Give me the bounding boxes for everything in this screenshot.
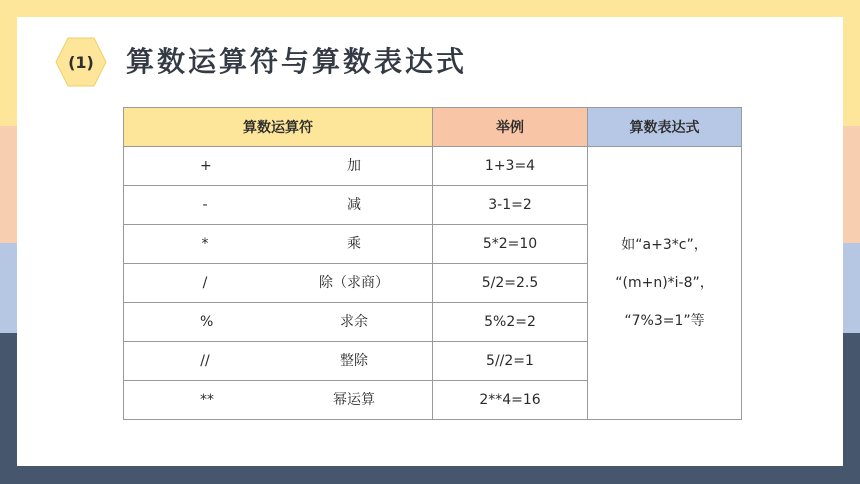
operator-cell: [124, 342, 433, 381]
operator-name: 整除: [340, 353, 368, 369]
expression-line: “7%3=1”等: [624, 313, 705, 329]
section-number-hexagon: [55, 37, 107, 87]
operator-symbol: *: [201, 236, 209, 252]
operator-symbol: **: [200, 392, 214, 408]
operator-name: 幂运算: [333, 392, 375, 408]
example-cell: 5/2=2.5: [433, 264, 588, 303]
operator-name: 求余: [340, 314, 368, 330]
operator-cell: [124, 186, 433, 225]
operator-symbol: -: [202, 197, 208, 213]
operator-name: 减: [347, 197, 361, 213]
header-example: 举例: [433, 108, 588, 147]
operator-cell: [124, 147, 433, 186]
example-cell: 5//2=1: [433, 342, 588, 381]
expression-line: “(m+n)*i-8”，: [615, 275, 714, 291]
example-cell: 5%2=2: [433, 303, 588, 342]
operator-cell: [124, 381, 433, 420]
operator-table: [123, 107, 742, 420]
operator-name: 乘: [347, 236, 361, 252]
expression-cell: [588, 147, 742, 420]
header-operator: 算数运算符: [124, 108, 433, 147]
table-header-row: [124, 108, 742, 147]
expression-line: 如“a+3*c”，: [621, 237, 708, 253]
operator-cell: [124, 225, 433, 264]
page-title: 算数运算符与算数表达式: [126, 45, 468, 78]
operator-name: 加: [347, 158, 361, 174]
operator-symbol: /: [202, 275, 208, 291]
header-expression: 算数表达式: [588, 108, 742, 147]
operator-symbol: +: [200, 158, 212, 174]
operator-cell: [124, 264, 433, 303]
example-cell: 2**4=16: [433, 381, 588, 420]
table-row: [124, 147, 742, 186]
example-cell: 5*2=10: [433, 225, 588, 264]
section-number: (1): [68, 52, 94, 72]
example-cell: 1+3=4: [433, 147, 588, 186]
operator-name: 除（求商）: [319, 275, 389, 291]
operator-symbol: //: [200, 353, 210, 369]
operator-symbol: %: [200, 314, 214, 330]
example-cell: 3-1=2: [433, 186, 588, 225]
operator-cell: [124, 303, 433, 342]
